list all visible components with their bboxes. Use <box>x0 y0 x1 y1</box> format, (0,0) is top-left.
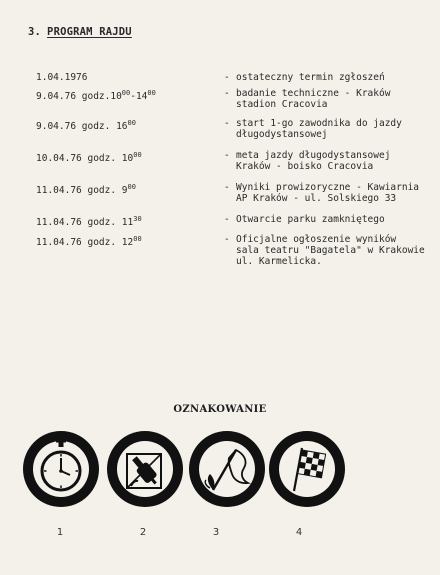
section-heading <box>28 26 132 38</box>
schedule-date: 9.04.76 $godz.10^{00}-14^{00}$ <box>36 89 156 102</box>
section-title: PROGRAM RAJDU <box>47 26 132 38</box>
schedule-row <box>36 118 432 140</box>
markings-emblems <box>0 428 440 518</box>
schedule-row <box>36 214 432 226</box>
stopwatch-icon <box>20 428 102 510</box>
emblem-flag <box>186 428 268 510</box>
schedule-row <box>36 150 432 172</box>
schedule-date: 11.04.76 godz. $11^{30}$ <box>36 215 142 228</box>
schedule-date: 11.04.76 godz. $9^{00}$ <box>36 183 136 196</box>
schedule-dash: - <box>224 118 230 129</box>
schedule-desc: start 1-go zawodnika do jazdy długodystansowej <box>236 118 402 140</box>
emblem-checkered-flag <box>266 428 348 510</box>
schedule-desc: Wyniki prowizoryczne - Kawiarnia AP Kraków - ul. Solskiego 33 <box>236 182 420 204</box>
schedule-date: 10.04.76 godz. $10^{00}$ <box>36 151 142 164</box>
checkered-flag-icon <box>266 428 348 510</box>
fuel-pump-icon <box>104 428 186 510</box>
schedule-desc: badanie techniczne - Kraków stadion Cracovia <box>236 88 391 110</box>
emblem-fuel <box>104 428 186 510</box>
schedule-desc: Otwarcie parku zamkniętego <box>236 214 385 225</box>
schedule-date: 9.04.76 godz. $16^{00}$ <box>36 119 136 132</box>
schedule-desc: Oficjalne ogłoszenie wyników sala teatru "Bagatela" w Krakowie ul. Karmelicka. <box>236 234 425 267</box>
schedule-row <box>36 88 432 108</box>
section-number: 3. <box>28 26 42 38</box>
schedule-dash: - <box>224 234 230 245</box>
emblem-label: 3 <box>212 527 220 538</box>
emblem-label: 2 <box>139 527 147 538</box>
schedule-dash: - <box>224 214 230 225</box>
schedule-desc: meta jazdy długodystansowej Kraków - boisko Cracovia <box>236 150 391 172</box>
markings-title: OZNAKOWANIE <box>173 404 267 415</box>
emblem-label: 1 <box>56 527 64 538</box>
schedule-row <box>36 234 432 268</box>
rally-schedule <box>36 72 432 267</box>
schedule-dash: - <box>224 72 230 83</box>
schedule-row <box>36 182 432 204</box>
schedule-date: 1.04.1976 <box>36 72 88 83</box>
schedule-dash: - <box>224 88 230 99</box>
schedule-row <box>36 72 432 86</box>
schedule-dash: - <box>224 150 230 161</box>
schedule-dash: - <box>224 182 230 193</box>
schedule-desc: ostateczny termin zgłoszeń <box>236 72 385 83</box>
emblem-label: 4 <box>295 527 303 538</box>
emblem-stopwatch <box>20 428 102 510</box>
schedule-date: 11.04.76 godz. $12^{00}$ <box>36 235 142 248</box>
waving-flag-icon <box>186 428 268 510</box>
